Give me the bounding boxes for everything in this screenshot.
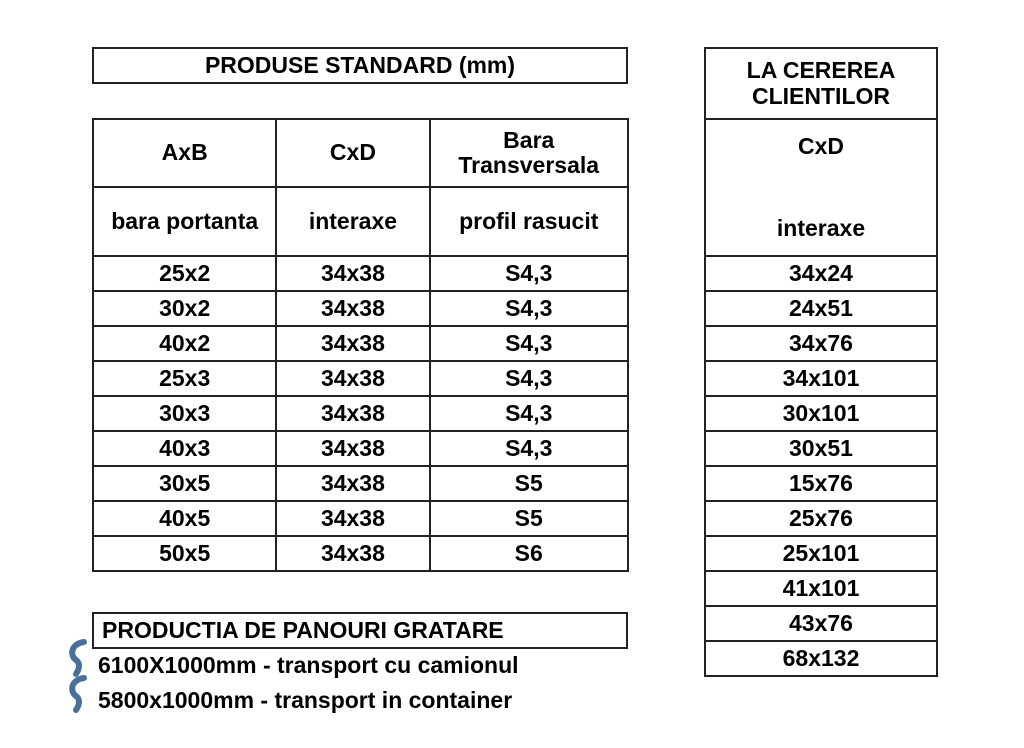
cell-custom-cxd: 30x51 bbox=[705, 431, 937, 466]
table-row bbox=[93, 361, 628, 396]
table-row bbox=[93, 326, 628, 361]
cell-axb: 25x3 bbox=[93, 361, 276, 396]
production-title: PRODUCTIA DE PANOURI GRATARE bbox=[92, 612, 628, 649]
cell-custom-cxd: 34x24 bbox=[705, 256, 937, 291]
cell-axb: 40x5 bbox=[93, 501, 276, 536]
header-cxd: CxD bbox=[276, 119, 429, 187]
cell-profil: S4,3 bbox=[430, 256, 629, 291]
table-row bbox=[93, 256, 628, 291]
cell-custom-cxd: 34x101 bbox=[705, 361, 937, 396]
custom-header-cxd: CxD bbox=[797, 133, 844, 159]
cell-profil: S4,3 bbox=[430, 291, 629, 326]
cell-custom-cxd: 25x76 bbox=[705, 501, 937, 536]
hook-bullet-icon bbox=[64, 674, 94, 714]
cell-axb: 30x5 bbox=[93, 466, 276, 501]
cell-custom-cxd: 30x101 bbox=[705, 396, 937, 431]
production-line-container: 5800x1000mm - transport in container bbox=[98, 687, 513, 713]
hook-bullet-icon bbox=[64, 638, 94, 678]
subheader-bara-portanta: bara portanta bbox=[93, 187, 276, 256]
table-row bbox=[93, 396, 628, 431]
cell-cxd: 34x38 bbox=[276, 431, 429, 466]
standard-title: PRODUSE STANDARD (mm) bbox=[92, 47, 628, 84]
custom-header bbox=[705, 119, 937, 256]
subheader-profil-rasucit: profil rasucit bbox=[430, 187, 629, 256]
cell-profil: S4,3 bbox=[430, 431, 629, 466]
cell-cxd: 34x38 bbox=[276, 326, 429, 361]
table-row bbox=[93, 466, 628, 501]
cell-profil: S5 bbox=[430, 466, 629, 501]
cell-custom-cxd: 43x76 bbox=[705, 606, 937, 641]
custom-products-table bbox=[704, 47, 938, 677]
cell-cxd: 34x38 bbox=[276, 536, 429, 571]
header-axb: AxB bbox=[93, 119, 276, 187]
table-row bbox=[705, 396, 937, 431]
table-row bbox=[93, 431, 628, 466]
custom-header-interaxe: interaxe bbox=[776, 214, 866, 241]
table-row bbox=[705, 256, 937, 291]
table-row bbox=[93, 291, 628, 326]
standard-products-table bbox=[92, 118, 629, 572]
cell-cxd: 34x38 bbox=[276, 291, 429, 326]
table-row bbox=[705, 431, 937, 466]
table-row bbox=[705, 571, 937, 606]
cell-custom-cxd: 24x51 bbox=[705, 291, 937, 326]
table-row bbox=[93, 536, 628, 571]
cell-profil: S4,3 bbox=[430, 396, 629, 431]
production-line-truck: 6100X1000mm - transport cu camionul bbox=[98, 652, 519, 678]
table-row bbox=[705, 606, 937, 641]
cell-axb: 25x2 bbox=[93, 256, 276, 291]
cell-custom-cxd: 34x76 bbox=[705, 326, 937, 361]
cell-profil: S4,3 bbox=[430, 361, 629, 396]
cell-axb: 50x5 bbox=[93, 536, 276, 571]
table-row bbox=[705, 291, 937, 326]
cell-custom-cxd: 25x101 bbox=[705, 536, 937, 571]
cell-cxd: 34x38 bbox=[276, 466, 429, 501]
cell-custom-cxd: 41x101 bbox=[705, 571, 937, 606]
table-row bbox=[705, 536, 937, 571]
cell-cxd: 34x38 bbox=[276, 361, 429, 396]
subheader-interaxe: interaxe bbox=[276, 187, 429, 256]
table-row bbox=[705, 466, 937, 501]
table-row bbox=[705, 501, 937, 536]
table-row bbox=[705, 641, 937, 676]
cell-profil: S4,3 bbox=[430, 326, 629, 361]
table-row bbox=[705, 361, 937, 396]
cell-axb: 30x2 bbox=[93, 291, 276, 326]
table-row bbox=[93, 501, 628, 536]
cell-cxd: 34x38 bbox=[276, 256, 429, 291]
table-row bbox=[705, 326, 937, 361]
cell-profil: S6 bbox=[430, 536, 629, 571]
custom-title: LA CEREREA CLIENTILOR bbox=[705, 48, 937, 119]
cell-axb: 30x3 bbox=[93, 396, 276, 431]
cell-cxd: 34x38 bbox=[276, 396, 429, 431]
cell-cxd: 34x38 bbox=[276, 501, 429, 536]
cell-custom-cxd: 15x76 bbox=[705, 466, 937, 501]
header-bara-transversala: Bara Transversala bbox=[430, 119, 629, 187]
cell-profil: S5 bbox=[430, 501, 629, 536]
cell-axb: 40x3 bbox=[93, 431, 276, 466]
cell-axb: 40x2 bbox=[93, 326, 276, 361]
cell-custom-cxd: 68x132 bbox=[705, 641, 937, 676]
